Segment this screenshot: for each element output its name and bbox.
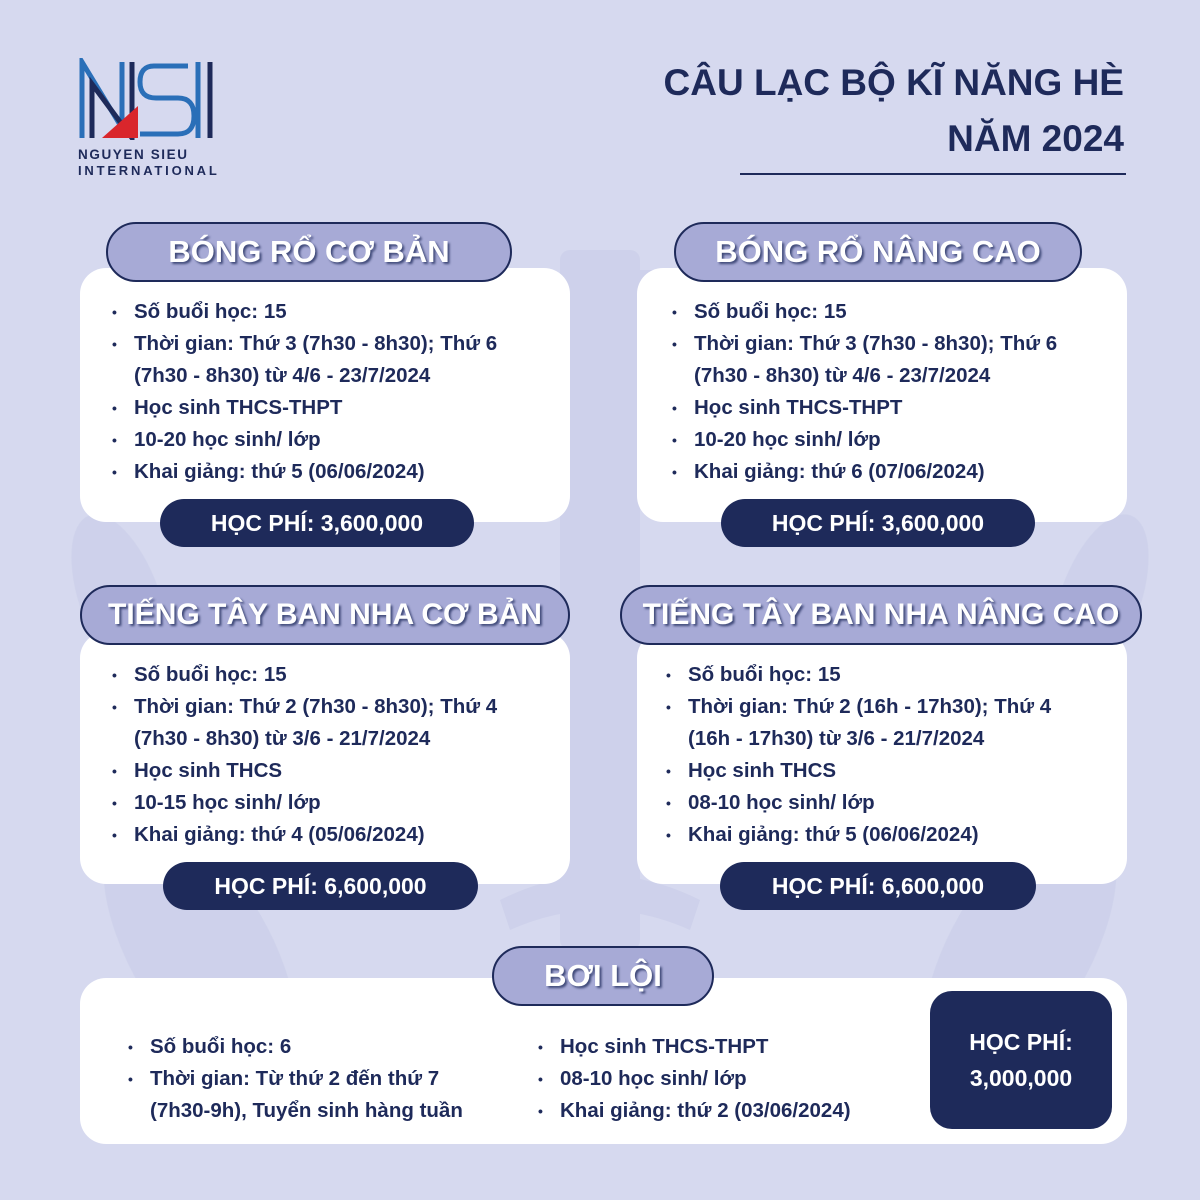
card-basketball-advanced-fee: HỌC PHÍ: 3,600,000	[721, 499, 1035, 547]
list-item: • Số buổi học: 15	[112, 296, 497, 328]
list-item: • Số buổi học: 6	[128, 1031, 463, 1063]
list-item: • Thời gian: Thứ 3 (7h30 - 8h30); Thứ 6	[112, 328, 497, 360]
list-item: (16h - 17h30) từ 3/6 - 21/7/2024	[688, 727, 985, 750]
list-item: • Khai giảng: thứ 6 (07/06/2024)	[672, 456, 1057, 488]
list-item: • Học sinh THCS-THPT	[672, 392, 1057, 424]
list-item: • Học sinh THCS-THPT	[538, 1031, 851, 1063]
title-divider	[740, 173, 1126, 175]
list-item: • Thời gian: Thứ 3 (7h30 - 8h30); Thứ 6	[672, 328, 1057, 360]
card-basketball-basic-fee: HỌC PHÍ: 3,600,000	[160, 499, 474, 547]
card-spanish-advanced-details	[666, 659, 1051, 851]
card-basketball-basic-title: BÓNG RỔ CƠ BẢN	[106, 222, 512, 282]
card-spanish-basic-fee: HỌC PHÍ: 6,600,000	[163, 862, 478, 910]
card-spanish-advanced-fee: HỌC PHÍ: 6,600,000	[720, 862, 1036, 910]
list-item: • Khai giảng: thứ 5 (06/06/2024)	[666, 819, 1051, 851]
logo-name: NGUYEN SIEU	[78, 147, 189, 162]
list-item: • 08-10 học sinh/ lớp	[666, 787, 1051, 819]
card-spanish-basic-details	[112, 659, 497, 851]
list-item: • Thời gian: Thứ 2 (7h30 - 8h30); Thứ 4	[112, 691, 497, 723]
fee-label: HỌC PHÍ:	[969, 1029, 1073, 1055]
card-spanish-advanced-title: TIẾNG TÂY BAN NHA NÂNG CAO	[620, 585, 1142, 645]
list-item: • Học sinh THCS	[666, 755, 1051, 787]
list-item: (7h30 - 8h30) từ 4/6 - 23/7/2024	[134, 364, 431, 387]
page-title-line-1: CÂU LẠC BỘ KĨ NĂNG HÈ	[663, 62, 1124, 103]
logo-subtitle: INTERNATIONAL	[78, 163, 220, 178]
card-basketball-advanced-title: BÓNG RỔ NÂNG CAO	[674, 222, 1082, 282]
list-item: • Thời gian: Từ thứ 2 đến thứ 7	[128, 1063, 463, 1095]
card-swimming-details-left	[128, 1031, 463, 1127]
list-item: • 10-20 học sinh/ lớp	[112, 424, 497, 456]
card-spanish-basic-title: TIẾNG TÂY BAN NHA CƠ BẢN	[80, 585, 570, 645]
nsi-logo	[78, 58, 238, 178]
page-title	[564, 55, 1124, 167]
page-title-line-2: NĂM 2024	[947, 118, 1124, 159]
list-item: • Khai giảng: thứ 5 (06/06/2024)	[112, 456, 497, 488]
list-item: • Học sinh THCS-THPT	[112, 392, 497, 424]
card-swimming-fee	[930, 991, 1112, 1129]
list-item: • Số buổi học: 15	[112, 659, 497, 691]
list-item: (7h30-9h), Tuyển sinh hàng tuần	[150, 1099, 463, 1122]
list-item: • Số buổi học: 15	[666, 659, 1051, 691]
list-item: • Khai giảng: thứ 4 (05/06/2024)	[112, 819, 497, 851]
fee-value: 3,000,000	[969, 1065, 1073, 1091]
card-swimming-details-right	[538, 1031, 851, 1127]
list-item: • 10-15 học sinh/ lớp	[112, 787, 497, 819]
list-item: • Thời gian: Thứ 2 (16h - 17h30); Thứ 4	[666, 691, 1051, 723]
list-item: • 10-20 học sinh/ lớp	[672, 424, 1057, 456]
list-item: • 08-10 học sinh/ lớp	[538, 1063, 851, 1095]
list-item: (7h30 - 8h30) từ 4/6 - 23/7/2024	[694, 364, 991, 387]
nsi-logo-mark-icon	[78, 58, 226, 140]
list-item: (7h30 - 8h30) từ 3/6 - 21/7/2024	[134, 727, 431, 750]
card-basketball-basic-details	[112, 296, 497, 488]
card-basketball-advanced-details	[672, 296, 1057, 488]
card-swimming-title: BƠI LỘI	[492, 946, 714, 1006]
list-item: • Số buổi học: 15	[672, 296, 1057, 328]
list-item: • Học sinh THCS	[112, 755, 497, 787]
list-item: • Khai giảng: thứ 2 (03/06/2024)	[538, 1095, 851, 1127]
